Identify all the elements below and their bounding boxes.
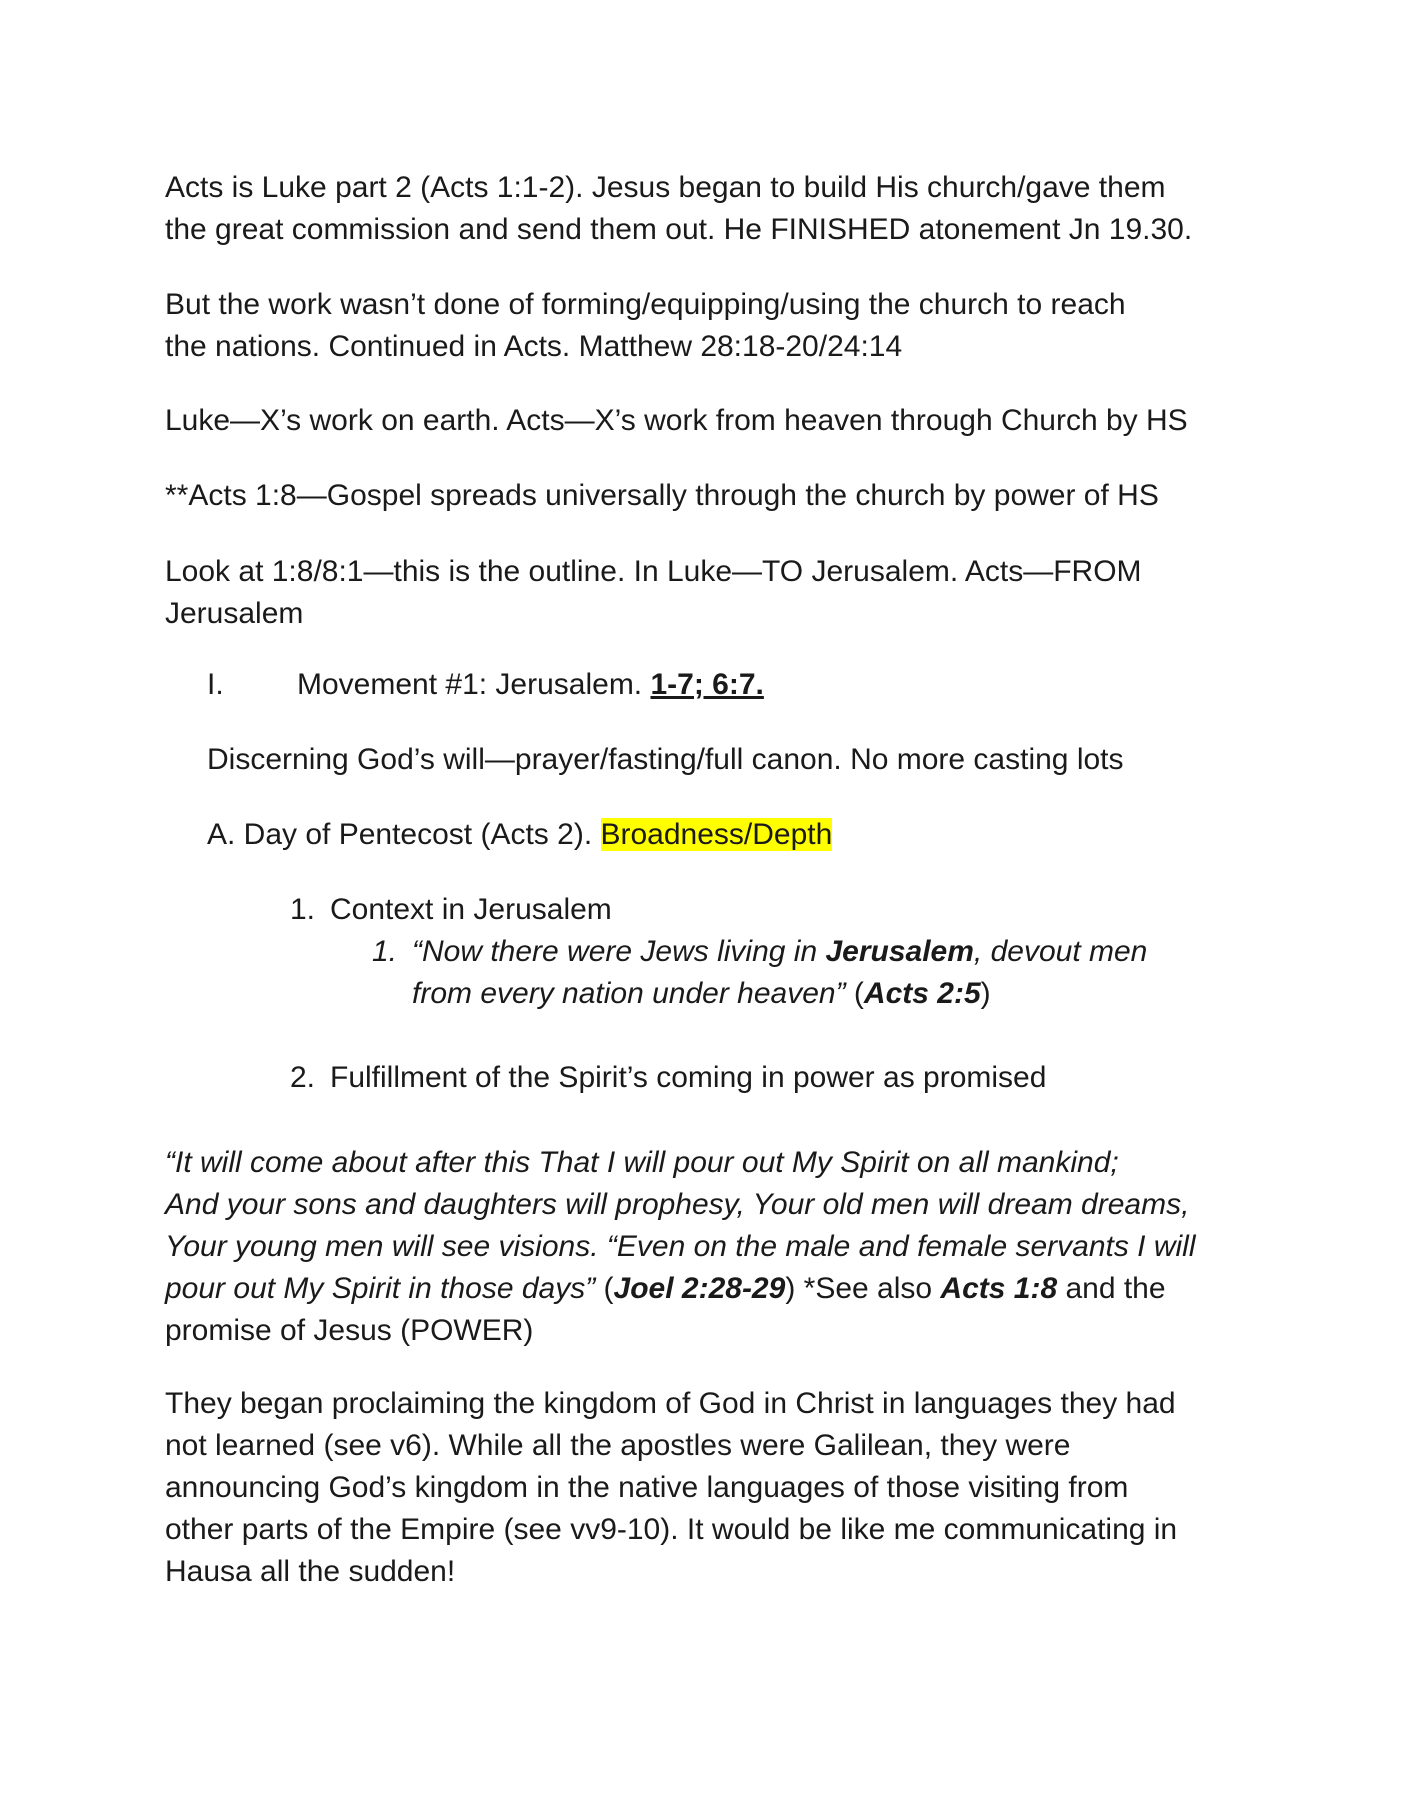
sub-item-text-c: , devout men — [973, 935, 1148, 968]
sub-item-reference: Acts 2:5 — [863, 977, 981, 1010]
sub-item-text-a: “Now there were Jews living in — [412, 935, 826, 968]
quote-line-4-b: ( — [595, 1272, 614, 1305]
list-item-2-number: 2. — [290, 1061, 316, 1094]
closing-line-3: announcing God’s kingdom in the native languages of those visiting from — [165, 1471, 1129, 1504]
work-line-2: the nations. Continued in Acts. Matthew 28:18-20/24:14 — [165, 330, 903, 363]
movement-heading — [297, 664, 764, 706]
quote-line-1: “It will come about after this That I will pour out My Spirit on all mankind; — [165, 1146, 1119, 1179]
discerning-paragraph — [207, 739, 1297, 781]
sub-item-line-1 — [372, 931, 1406, 973]
joel-reference: Joel 2:28-29 — [613, 1272, 786, 1305]
discerning-line: Discerning God’s will—prayer/fasting/full canon. No more casting lots — [207, 743, 1124, 776]
roman-numeral: I. — [207, 668, 224, 701]
intro-paragraph — [165, 167, 1255, 251]
sub-item-jerusalem: Jerusalem — [825, 935, 974, 968]
sub-item-number: 1. — [372, 935, 398, 968]
list-item-1-number: 1. — [290, 893, 316, 926]
outline-paragraph — [165, 551, 1255, 635]
work-paragraph — [165, 284, 1255, 368]
intro-line-1: Acts is Luke part 2 (Acts 1:1-2). Jesus began to build His church/gave them — [165, 171, 1166, 204]
acts-1-8-line: **Acts 1:8—Gospel spreads universally through the church by power of HS — [165, 479, 1159, 512]
closing-line-2: not learned (see v6). While all the apostles were Galilean, they were — [165, 1429, 1071, 1462]
section-a-line — [207, 814, 1297, 856]
quote-line-2: And your sons and daughters will prophesy, Your old men will dream dreams, — [165, 1188, 1190, 1221]
list-item-2-line — [290, 1057, 1380, 1099]
quote-line-4-f: and the — [1057, 1272, 1166, 1305]
luke-acts-paragraph — [165, 400, 1255, 442]
list-item-2 — [290, 1057, 1380, 1099]
quote-line-4 — [165, 1268, 1255, 1310]
list-item-1 — [290, 889, 1380, 931]
closing-line-1: They began proclaiming the kingdom of God in Christ in languages they had — [165, 1387, 1176, 1420]
quote-line-4-d: ) *See also — [785, 1272, 941, 1305]
closing-line-5: Hausa all the sudden! — [165, 1555, 456, 1588]
quote-line-4-a: pour out My Spirit in those days” — [165, 1272, 596, 1305]
sub-item-text-e: ( — [845, 977, 864, 1010]
joel-quote — [165, 1142, 1255, 1352]
list-item-1-line — [290, 889, 1380, 931]
quote-line-5: promise of Jesus (POWER) — [165, 1314, 534, 1347]
section-a-text: A. Day of Pentecost (Acts 2). — [207, 818, 601, 851]
luke-acts-line: Luke—X’s work on earth. Acts—X’s work from heaven through Church by HS — [165, 404, 1188, 437]
section-a-heading — [207, 814, 1297, 856]
acts-1-8-reference: Acts 1:8 — [940, 1272, 1058, 1305]
sub-item-text-d: from every nation under heaven” — [412, 977, 846, 1010]
movement-text: Movement #1: Jerusalem. — [297, 668, 651, 701]
highlighted-text: Broadness/Depth — [600, 818, 833, 851]
closing-paragraph — [165, 1383, 1255, 1593]
list-item-2-text: Fulfillment of the Spirit’s coming in power as promised — [330, 1061, 1047, 1094]
closing-line-4: other parts of the Empire (see vv9-10). It would be like me communicating in — [165, 1513, 1178, 1546]
sub-item-line-2 — [372, 973, 1406, 1015]
work-line-1: But the work wasn’t done of forming/equipping/using the church to reach — [165, 288, 1126, 321]
acts-1-8-paragraph — [165, 475, 1255, 517]
movement-reference: 1-7; 6:7. — [650, 668, 764, 701]
sub-item-text-g: ) — [980, 977, 991, 1010]
intro-line-2: the great commission and send them out. He FINISHED atonement Jn 19.30. — [165, 213, 1193, 246]
quote-line-3: Your young men will see visions. “Even on the male and female servants I will — [165, 1230, 1196, 1263]
outline-line-2: Jerusalem — [165, 597, 304, 630]
outline-line-1: Look at 1:8/8:1—this is the outline. In Luke—TO Jerusalem. Acts—FROM — [165, 555, 1142, 588]
sub-list-item-1 — [372, 931, 1406, 1015]
list-item-1-text: Context in Jerusalem — [330, 893, 612, 926]
